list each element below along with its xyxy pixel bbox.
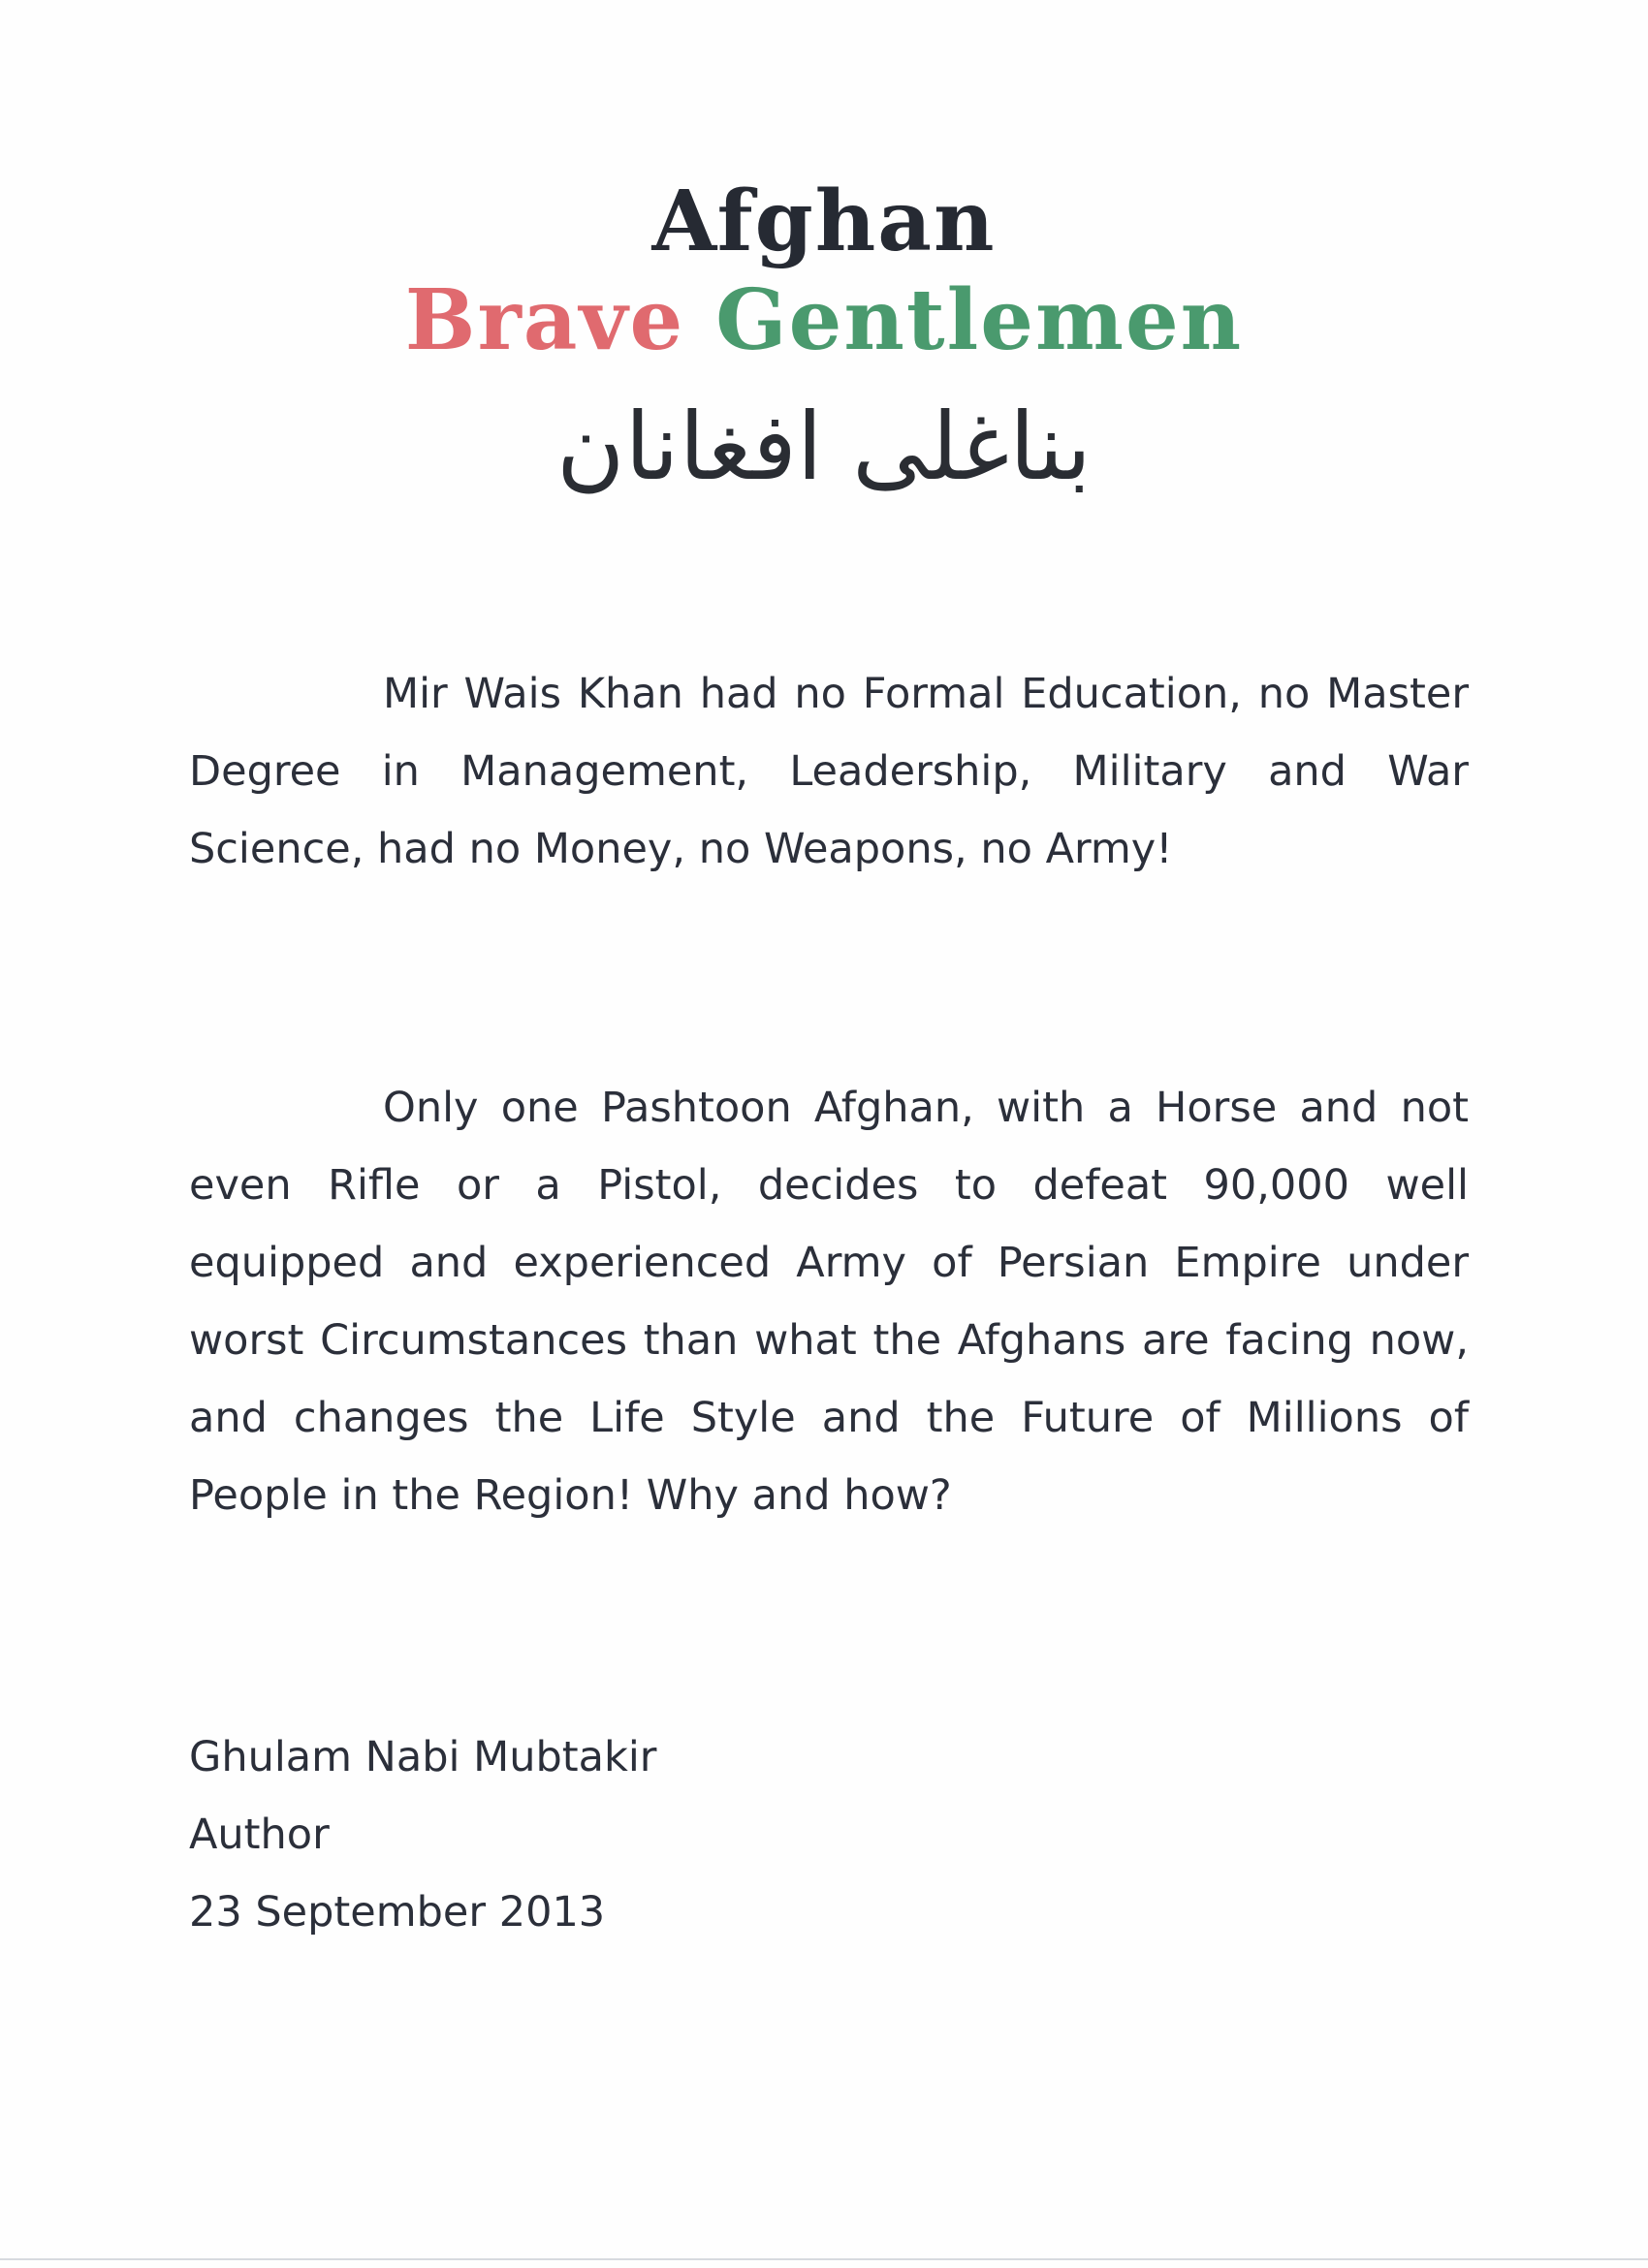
scan-edge-divider <box>0 2258 1648 2260</box>
author-role: Author <box>189 1811 330 1859</box>
paragraph-pashtoon: Only one Pashtoon Afghan, with a Horse and not even Rifle or a Pistol, decides to defeat 90,000 well equipped and experienced Army of Persian Empire under worst Circumstances than what the Afghans are facing now, and changes the Life Style and the Future of Millions of People in the Region! Why and how? <box>189 1084 1469 1520</box>
title-gentlemen: Gentlemen <box>715 271 1244 369</box>
title-brave: Brave <box>404 271 685 369</box>
author-name: Ghulam Nabi Mubtakir <box>189 1733 657 1781</box>
document-date: 23 September 2013 <box>189 1888 606 1937</box>
title-brave-gentlemen <box>0 271 1648 369</box>
paragraph-mir-wais: Mir Wais Khan had no Formal Education, no Master Degree in Management, Leadership, Military and War Science, had no Money, no Weapons, no Army! <box>189 670 1469 873</box>
title-persian: بناغلی افغانان <box>555 393 1093 501</box>
signature-block <box>189 1718 657 1951</box>
title-afghan: Afghan <box>651 173 997 270</box>
